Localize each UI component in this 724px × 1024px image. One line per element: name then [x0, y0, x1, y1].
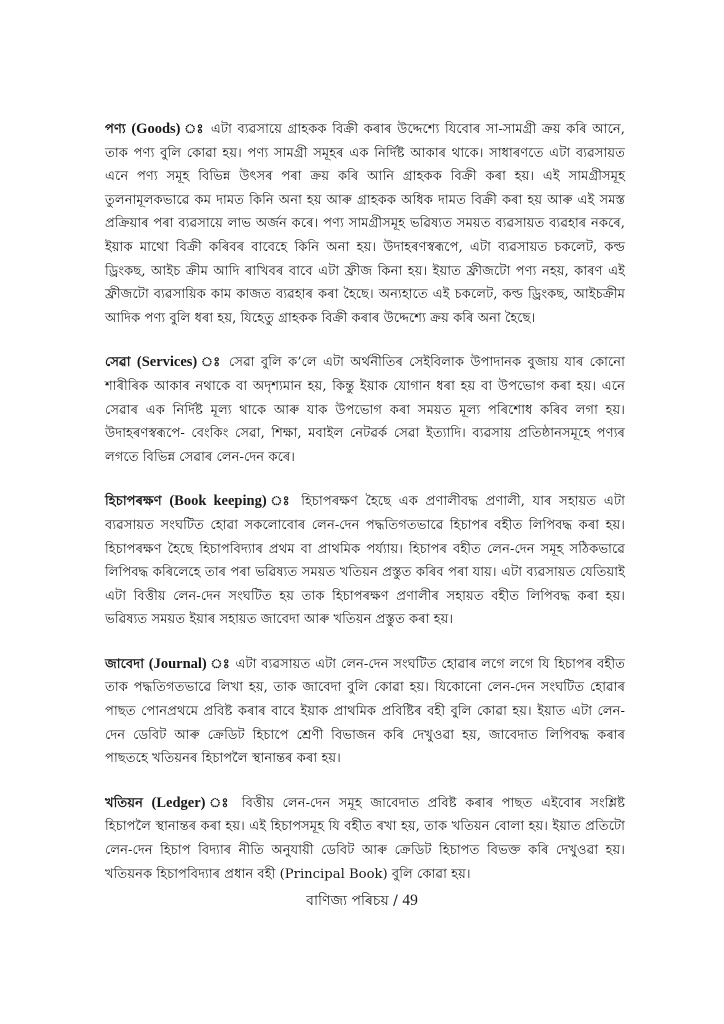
term-journal-english: (Journal)	[148, 655, 207, 672]
page-number: 49	[402, 892, 418, 909]
footer-separator: /	[388, 893, 403, 909]
term-goods-english: (Goods)	[131, 121, 181, 137]
term-services-english: (Services)	[136, 354, 198, 371]
paragraph-ledger	[105, 792, 625, 886]
book-title: বাণিজ্য পৰিচয়	[306, 893, 389, 909]
definition-ledger: বিত্তীয় লেন-দেন সমূহ জাবেদাত প্ৰবিষ্ট কৰাৰ পাছত এইবোৰ সংশ্লিষ্ট হিচাপলৈ স্থানান্তৰ কৰা হয়। এই হিচাপসমূহ যি বহীত ৰখা হয়, তাক খতিয়ন বোলা হয়। ইয়াত প্ৰতিটো লেন-দেন হিচাপ বিদ্যাৰ নীতি অনুযায়ী ডেবিট আৰু ক্ৰেডিট হিচাপত বিভক্ত কৰি দেখুওৱা হয়। খতিয়নক হিচাপবিদ্যাৰ প্ৰধান বহী (Principal Book) বুলি কোৱা হয়।	[105, 795, 625, 882]
document-body	[105, 118, 625, 907]
paragraph-journal	[105, 653, 625, 771]
term-ledger-english: (Ledger)	[151, 794, 206, 811]
term-book-keeping-english: (Book keeping)	[169, 493, 267, 510]
paragraph-services	[105, 351, 625, 469]
term-ledger: খতিয়ন	[105, 795, 143, 811]
term-book-keeping: হিচাপৰক্ষণ	[105, 494, 162, 510]
term-separator: ঃ	[206, 656, 236, 672]
definition-services: সেৱা বুলি ক’লে এটা অৰ্থনীতিৰ সেইবিলাক উপাদানক বুজায় যাৰ কোনো শাৰীৰিক আকাৰ নথাকে বা অদৃশ্যমান হয়, কিন্তু ইয়াক যোগান ধৰা হয় বা উপভোগ কৰা হয়। এনে সেৱাৰ এক নিৰ্দিষ্ট মূল্য থাকে আৰু যাক উপভোগ কৰা সময়ত মূল্য পৰিশোধ কৰিব লগা হয়। উদাহৰণস্বৰূপে- বেংকিং সেৱা, শিক্ষা, মবাইল নেটৱৰ্ক সেৱা ইত্যাদি। ব্যৱসায় প্ৰতিষ্ঠানসমূহে পণ্যৰ লগতে বিভিন্ন সেৱাৰ লেন-দেন কৰে।	[105, 355, 626, 465]
term-separator: ঃ	[266, 494, 302, 510]
page-footer	[0, 889, 724, 913]
term-separator: ঃ	[197, 355, 230, 371]
term-goods: পণ্য	[105, 122, 126, 137]
term-separator: ঃ	[180, 122, 211, 137]
term-journal: জাবেদা	[105, 656, 145, 672]
term-services: সেৱা	[105, 355, 131, 371]
definition-goods: এটা ব্যৱসায়ে গ্ৰাহকক বিক্ৰী কৰাৰ উদ্দেশ্যে যিবোৰ সা-সামগ্ৰী ক্ৰয় কৰি আনে, তাক পণ্য বুলি কোৱা হয়। পণ্য সামগ্ৰী সমূহৰ এক নিৰ্দিষ্ট আকাৰ থাকে। সাধাৰণতে এটা ব্যৱসায়ত এনে পণ্য সমূহ বিভিন্ন উৎসৰ পৰা ক্ৰয় কৰি আনি গ্ৰাহকক বিক্ৰী কৰা হয়। এই সামগ্ৰীসমূহ তুলনামূলকভাৱে কম দামত কিনি অনা হয় আৰু গ্ৰাহকক অধিক দামত বিক্ৰী কৰা হয় আৰু এই সমস্ত প্ৰক্ৰিয়াৰ পৰা ব্যৱসায়ে লাভ অৰ্জন কৰে। পণ্য সামগ্ৰীসমূহ ভৱিষ্যত সময়ত ব্যৱসায়ত ব্যৱহাৰ নকৰে, ইয়াক মাথো বিক্ৰী কৰিবৰ বাবেহে কিনি অনা হয়। উদাহৰণস্বৰূপে, এটা ব্যৱসায়ত চকলেট, কল্ড ড্ৰিংকছ, আইচ ক্ৰীম আদি ৰাখিবৰ বাবে এটা ফ্ৰীজ কিনা হয়। ইয়াত ফ্ৰীজটো পণ্য নহয়, কাৰণ এই ফ্ৰীজটো ব্যৱসায়িক কাম কাজত ব্যৱহাৰ কৰা হৈছে। অন্যহাতে এই চকলেট, কল্ড ড্ৰিংকছ, আইচক্ৰীম আদিক পণ্য বুলি ধৰা হয়, যিহেতু গ্ৰাহকক বিক্ৰী কৰাৰ উদ্দেশ্যে ক্ৰয় কৰি অনা হৈছে।	[105, 122, 625, 326]
term-separator: ঃ	[205, 795, 242, 811]
definition-journal: এটা ব্যৱসায়ত এটা লেন-দেন সংঘটিত হোৱাৰ লগে লগে যি হিচাপৰ বহীত তাক পদ্ধতিগতভাৱে লিখা হয়, তাক জাবেদা বুলি কোৱা হয়। যিকোনো লেন-দেন সংঘটিত হোৱাৰ পাছত পোনপ্ৰথমে প্ৰবিষ্ট কৰাৰ বাবে ইয়াক প্ৰাথমিক প্ৰবিষ্টিৰ বহী বুলি কোৱা হয়। ইয়াত এটা লেন-দেন ডেবিট আৰু ক্ৰেডিট হিচাপে শ্ৰেণী বিভাজন কৰি দেখুওৱা হয়, জাবেদাত লিপিবদ্ধ কৰাৰ পাছতহে খতিয়নৰ হিচাপলৈ স্থানান্তৰ কৰা হয়।	[105, 656, 625, 767]
paragraph-book-keeping	[105, 490, 625, 632]
definition-book-keeping: হিচাপৰক্ষণ হৈছে এক প্ৰণালীবদ্ধ প্ৰণালী, যাৰ সহায়ত এটা ব্যৱসায়ত সংঘটিত হোৱা সকলোবোৰ লেন-দেন পদ্ধতিগতভাৱে হিচাপৰ বহীত লিপিবদ্ধ কৰা হয়। হিচাপৰক্ষণ হৈছে হিচাপবিদ্যাৰ প্ৰথম বা প্ৰাথমিক পৰ্য্যায়। হিচাপৰ বহীত লেন-দেন সমূহ সঠিকভাৱে লিপিবদ্ধ কৰিলেহে তাৰ পৰা ভৱিষ্যত সময়ত খতিয়ন প্ৰস্তুত কৰিব পৰা যায়। এটা ব্যৱসায়ত যেতিয়াই এটা বিত্তীয় লেন-দেন সংঘটিত হয় তাক হিচাপৰক্ষণ প্ৰণালীৰ সহায়ত বহীত লিপিবদ্ধ কৰা হয়। ভৱিষ্যত সময়ত ইয়াৰ সহায়ত জাবেদা আৰু খতিয়ন প্ৰস্তুত কৰা হয়।	[105, 494, 625, 628]
paragraph-goods	[105, 118, 625, 330]
